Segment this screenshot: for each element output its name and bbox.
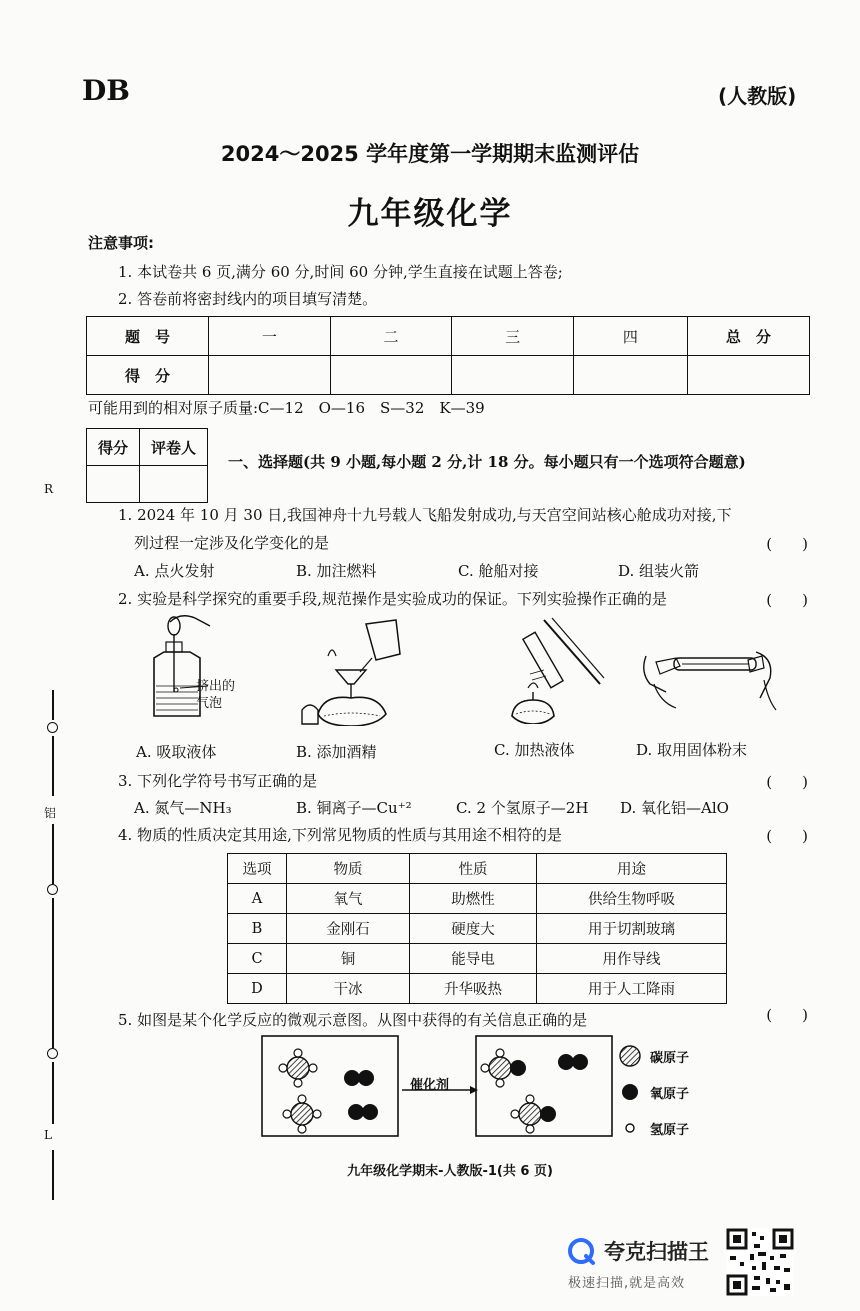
table-header: 性质 [410, 854, 537, 884]
grader-name-label: 评卷人 [140, 429, 208, 466]
score-entry-cell[interactable] [573, 356, 687, 395]
binding-line [52, 824, 54, 884]
table-cell: 铜 [287, 944, 410, 974]
legend-carbon: 碳原子 [650, 1051, 690, 1066]
note-item: 1. 本试卷共 6 页,满分 60 分,时间 60 分钟,学生直接在试题上答卷; [118, 263, 563, 281]
scanner-logo-icon [566, 1236, 596, 1266]
binding-hole [47, 884, 58, 895]
carbon-legend-icon [620, 1046, 640, 1066]
option: D. 氧化铝—AlO [620, 799, 729, 817]
binding-line [52, 1062, 54, 1124]
binding-line [52, 1150, 54, 1200]
score-label-cell: 得 分 [87, 356, 209, 395]
properties-table [227, 853, 727, 1004]
score-header-cell: 一 [209, 317, 331, 356]
grader-box [86, 428, 208, 503]
table-cell: 金刚石 [287, 914, 410, 944]
score-header-cell: 二 [330, 317, 452, 356]
catalyst-label: 催化剂 [410, 1078, 450, 1093]
table-row [228, 884, 727, 914]
binding-mark: L [44, 1128, 52, 1142]
question-stem: 1. 2024 年 10 月 30 日,我国神舟十九号载人飞船发射成功,与天宫空间站核心舱成功对接,下 [118, 506, 732, 524]
score-header-cell: 四 [573, 317, 687, 356]
binding-hole [47, 722, 58, 733]
scanner-slogan: 极速扫描,就是高效 [568, 1276, 686, 1291]
alcohol-lamp-illustration [296, 614, 406, 726]
table-header: 用途 [537, 854, 727, 884]
table-header: 选项 [228, 854, 287, 884]
bubble-label [196, 678, 235, 712]
table-cell: 供给生物呼吸 [537, 884, 727, 914]
answer-paren: ( ) [766, 591, 808, 609]
question-stem: 2. 实验是科学探究的重要手段,规范操作是实验成功的保证。下列实验操作正确的是 [118, 590, 667, 608]
table-cell: 氧气 [287, 884, 410, 914]
table-cell: 助燃性 [410, 884, 537, 914]
option: C. 加热液体 [494, 741, 575, 759]
oxygen-molecule [344, 1070, 374, 1086]
answer-paren: ( ) [766, 1006, 808, 1024]
table-cell: 用作导线 [537, 944, 727, 974]
score-entry-cell[interactable] [209, 356, 331, 395]
grader-score-cell[interactable] [87, 466, 140, 503]
table-row [228, 944, 727, 974]
answer-paren: ( ) [766, 827, 808, 845]
score-header-cell: 三 [452, 317, 574, 356]
scanner-brand: 夸克扫描王 [604, 1240, 709, 1264]
table-row [228, 914, 727, 944]
table-cell: 用于切割玻璃 [537, 914, 727, 944]
question-stem: 5. 如图是某个化学反应的微观示意图。从图中获得的有关信息正确的是 [118, 1011, 588, 1029]
legend-hydrogen: 氢原子 [650, 1123, 690, 1138]
answer-paren: ( ) [766, 773, 808, 791]
option: C. 舱船对接 [458, 562, 539, 580]
table-cell: 用于人工降雨 [537, 974, 727, 1004]
exam-title: 2024～2025 学年度第一学期期末监测评估 [220, 142, 640, 166]
option: A. 吸取液体 [136, 743, 217, 761]
heating-test-tube-illustration [500, 612, 610, 724]
grader-score-label: 得分 [87, 429, 140, 466]
score-entry-cell[interactable] [687, 356, 809, 395]
table-cell: 升华吸热 [410, 974, 537, 1004]
table-cell: 能导电 [410, 944, 537, 974]
legend-oxygen: 氧原子 [650, 1087, 690, 1102]
bubble-label-line: 挤出的 [196, 679, 236, 694]
question-stem: 4. 物质的性质决定其用途,下列常见物质的性质与其用途不相符的是 [118, 826, 562, 844]
reaction-diagram [260, 1034, 700, 1144]
option: D. 取用固体粉末 [636, 741, 748, 759]
methane-molecule [279, 1049, 317, 1087]
edition-label: (人教版) [718, 84, 797, 108]
binding-mark: R [44, 482, 54, 496]
oxygen-legend-icon [622, 1084, 638, 1100]
score-table [86, 316, 810, 395]
question-stem-cont: 列过程一定涉及化学变化的是 [134, 534, 330, 552]
option: B. 铜离子—Cu⁺² [296, 799, 412, 817]
atomic-mass-line: 可能用到的相对原子质量:C—12 O—16 S—32 K—39 [88, 399, 485, 417]
binding-line [52, 736, 54, 796]
grader-name-cell[interactable] [140, 466, 208, 503]
answer-paren: ( ) [766, 535, 808, 553]
binding-line [52, 690, 54, 720]
table-cell: D [228, 974, 287, 1004]
binding-mark: 铝 [44, 806, 57, 820]
product-molecule [511, 1095, 556, 1133]
notes-heading: 注意事项: [88, 234, 154, 252]
paper-code: DB [82, 74, 130, 107]
table-header: 物质 [287, 854, 410, 884]
reactant-box [262, 1036, 398, 1136]
score-header-cell: 总 分 [687, 317, 809, 356]
hydrogen-legend-icon [626, 1124, 634, 1132]
methane-molecule [283, 1095, 321, 1133]
note-item: 2. 答卷前将密封线内的项目填写清楚。 [118, 290, 378, 308]
option: B. 加注燃料 [296, 562, 377, 580]
oxygen-molecule [348, 1104, 378, 1120]
table-cell: 硬度大 [410, 914, 537, 944]
table-cell: A [228, 884, 287, 914]
qr-code-icon [726, 1228, 794, 1296]
binding-line [52, 898, 54, 1048]
score-header-cell: 题 号 [87, 317, 209, 356]
option: D. 组装火箭 [618, 562, 700, 580]
section-heading: 一、选择题(共 9 小题,每小题 2 分,计 18 分。每小题只有一个选项符合题意) [228, 453, 746, 471]
page-footer: 九年级化学期末-人教版-1(共 6 页) [347, 1164, 553, 1179]
binding-hole [47, 1048, 58, 1059]
option: A. 氮气—NH₃ [134, 799, 232, 817]
score-entry-cell[interactable] [452, 356, 574, 395]
score-entry-cell[interactable] [330, 356, 452, 395]
table-row [228, 974, 727, 1004]
question-stem: 3. 下列化学符号书写正确的是 [118, 772, 318, 790]
option: C. 2 个氢原子—2H [456, 799, 589, 817]
product-molecule [481, 1049, 526, 1087]
bubble-label-line: 气泡 [196, 696, 223, 711]
option: A. 点火发射 [134, 562, 215, 580]
powder-spatula-illustration [636, 622, 786, 722]
oxygen-molecule [558, 1054, 588, 1070]
option: B. 添加酒精 [296, 743, 377, 761]
subject-title: 九年级化学 [347, 196, 513, 232]
table-cell: 干冰 [287, 974, 410, 1004]
table-cell: C [228, 944, 287, 974]
table-cell: B [228, 914, 287, 944]
